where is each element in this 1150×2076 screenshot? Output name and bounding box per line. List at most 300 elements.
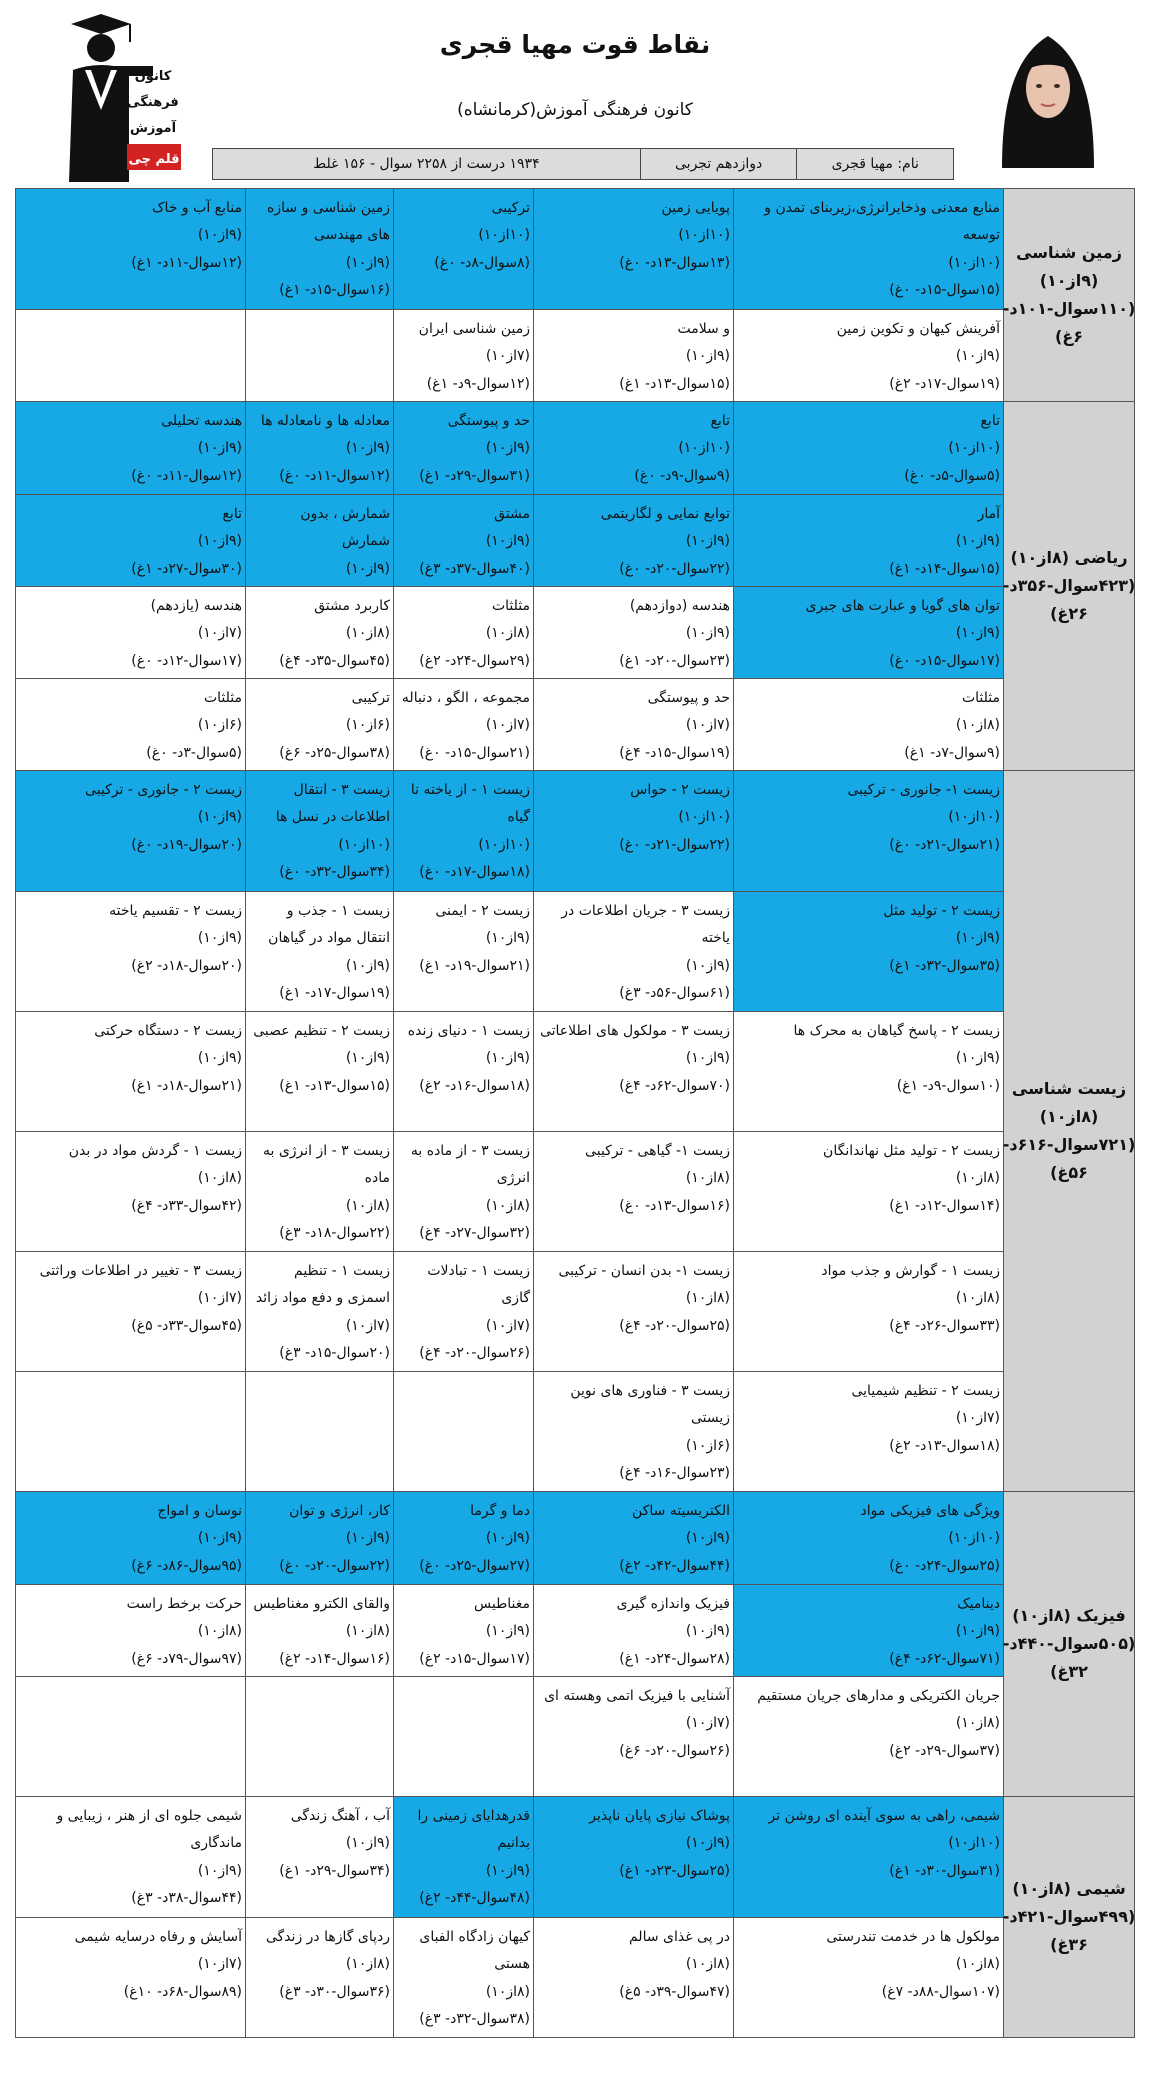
topic-cell (393, 1492, 533, 1584)
topic-name: زیست ۲ - ایمنی (435, 903, 530, 919)
topic-cell (15, 1012, 245, 1131)
topic-cell (245, 587, 393, 678)
topic-cell (15, 1918, 245, 2037)
topic-stat: (۳۱سوال-۳۰د- ۱غ) (889, 1862, 1000, 1879)
topic-cell (393, 1585, 533, 1676)
topic-name: زیست ۲ - دستگاه حرکتی (94, 1023, 242, 1039)
subject-summary: شیمی (۸از۱۰) (۴۹۹سوال-۴۲۱د- ۳۶غ) (1003, 1797, 1135, 2037)
table-row (15, 1011, 1003, 1131)
topic-cell (15, 892, 245, 1011)
topic-name: ترکیبی (491, 200, 530, 216)
topic-cell (245, 1677, 393, 1796)
topic-name: حرکت برخط راست (126, 1596, 242, 1612)
topic-stat: (۲۳سوال-۱۶د- ۴غ) (619, 1464, 730, 1481)
topic-name: نوسان و امواج (157, 1503, 242, 1519)
topic-cell (245, 1252, 393, 1371)
topic-cell (245, 1132, 393, 1251)
topic-cell (533, 1492, 733, 1584)
topic-name: منابع آب و خاک (152, 200, 242, 216)
topic-stat: (۱۸سوال-۱۳د- ۲غ) (889, 1437, 1000, 1454)
topic-score: (۹از۱۰) (955, 930, 1000, 947)
topic-stat: (۲۵سوال-۲۰د- ۴غ) (619, 1317, 730, 1334)
topic-score: (۸از۱۰) (685, 1170, 730, 1187)
topic-cell (533, 1132, 733, 1251)
topic-score: (۹از۱۰) (485, 930, 530, 947)
student-photo (992, 18, 1104, 168)
topic-name: مغناطیس (474, 1596, 530, 1612)
topic-score: (۹از۱۰) (685, 1623, 730, 1640)
topic-stat: (۱۶سوال-۱۴د- ۲غ) (279, 1650, 390, 1667)
subject-section (15, 402, 1135, 771)
topic-stat: (۲۵سوال-۲۳د- ۱غ) (619, 1862, 730, 1879)
topic-name: شمارش ، بدون شمارش (300, 506, 390, 550)
topic-cell (15, 1677, 245, 1796)
topic-cell (533, 1372, 733, 1491)
topic-stat: (۱۴سوال-۱۲د- ۱غ) (889, 1197, 1000, 1214)
topic-name: والقای الکترو مغناطیس (253, 1596, 390, 1612)
topic-name: زیست ۱- بدن انسان - ترکیبی (558, 1263, 730, 1279)
topic-cell (393, 892, 533, 1011)
topic-score: (۹از۱۰) (485, 440, 530, 457)
topic-score: (۶از۱۰) (345, 717, 390, 734)
topic-name: مشتق (494, 506, 530, 522)
topic-stat: (۱۳سوال-۱۳د- ۰غ) (619, 254, 730, 271)
topic-stat: (۲۲سوال-۱۸د- ۳غ) (279, 1224, 390, 1241)
table-row (15, 586, 1003, 678)
topic-name: دما و گرما (470, 1503, 530, 1519)
topic-name: مثلثات (491, 598, 530, 614)
topic-stat: (۱۷سوال-۱۲د- ۰غ) (131, 652, 242, 669)
topic-cell (393, 1132, 533, 1251)
topic-stat: (۴۷سوال-۳۹د- ۵غ) (619, 1983, 730, 2000)
topic-cell (393, 1372, 533, 1491)
topic-stat: (۲۹سوال-۲۴د- ۲غ) (419, 652, 530, 669)
topic-score: (۹از۱۰) (197, 1050, 242, 1067)
topic-stat: (۱۲سوال-۱۱د- ۰غ) (279, 467, 390, 484)
topic-stat: (۱۹سوال-۱۵د- ۴غ) (619, 744, 730, 761)
topic-score: (۹از۱۰) (345, 1530, 390, 1547)
topic-cell (245, 1012, 393, 1131)
topic-stat: (۷۱سوال-۶۲د- ۴غ) (889, 1650, 1000, 1667)
topic-score: (۹از۱۰) (955, 348, 1000, 365)
topic-score: (۹از۱۰) (345, 1835, 390, 1852)
topic-name: زیست ۳ - مولکول های اطلاعاتی (539, 1023, 730, 1039)
topic-cell (533, 679, 733, 770)
topic-score: (۸از۱۰) (685, 1290, 730, 1307)
topic-name: قدرهدایای زمینی را بدانیم (417, 1808, 530, 1852)
topic-score: (۸از۱۰) (345, 1956, 390, 1973)
topic-name: حد و پیوستگی (447, 413, 530, 429)
topic-stat: (۲۱سوال-۲۱د- ۰غ) (889, 836, 1000, 853)
topic-score: (۷از۱۰) (685, 1715, 730, 1732)
topic-cell (245, 310, 393, 401)
topic-cell (15, 310, 245, 401)
subject-section (15, 1797, 1135, 2038)
topic-name: زیست ۱ - تنظیم اسمزی و دفع مواد زائد (255, 1263, 390, 1307)
topic-cell (733, 1132, 1003, 1251)
topic-cell (533, 1585, 733, 1676)
topic-name: زیست ۳ - جریان اطلاعات در یاخته (561, 903, 730, 947)
topic-cell (533, 1918, 733, 2037)
institute-name: کانون فرهنگی آموزش(کرمانشاه) (457, 100, 693, 120)
topic-score: (۸از۱۰) (955, 717, 1000, 734)
topic-name: هندسه تحلیلی (161, 413, 242, 429)
topic-name: منابع معدنی وذخایرانرژی،زیربنای تمدن و توسعه (764, 200, 1000, 244)
topic-cell (15, 771, 245, 891)
topic-cell (733, 310, 1003, 401)
topic-cell (733, 892, 1003, 1011)
topic-score: (۹از۱۰) (955, 625, 1000, 642)
table-row (15, 771, 1003, 891)
topic-score: (۷از۱۰) (955, 1410, 1000, 1427)
topic-cell (393, 1797, 533, 1917)
topic-name: زیست ۳ - انتقال اطلاعات در نسل ها (275, 782, 390, 826)
topic-cell (393, 495, 533, 586)
topic-cell (245, 1797, 393, 1917)
topic-score: (۹از۱۰) (485, 1050, 530, 1067)
topic-cell (393, 1252, 533, 1371)
topic-cell (15, 402, 245, 494)
overall-stats: ۱۹۳۴ درست از ۲۲۵۸ سوال - ۱۵۶ غلط (313, 156, 540, 172)
topic-stat: (۲۱سوال-۱۸د- ۱غ) (131, 1077, 242, 1094)
table-row (15, 1584, 1003, 1676)
topic-name: تابع (710, 413, 730, 429)
topic-cell (393, 189, 533, 309)
topic-cell (15, 1372, 245, 1491)
topic-name: توان های گویا و عبارت های جبری (805, 598, 1000, 614)
table-row (15, 1251, 1003, 1371)
topic-score: (۸از۱۰) (345, 1623, 390, 1640)
topic-stat: (۴۰سوال-۳۷د- ۳غ) (419, 560, 530, 577)
topic-cell (733, 771, 1003, 891)
topic-name: زیست ۱- جانوری - ترکیبی (847, 782, 1000, 798)
topic-stat: (۴۸سوال-۴۴د- ۲غ) (419, 1889, 530, 1906)
topic-stat: (۱۰سوال-۹د- ۱غ) (896, 1077, 1000, 1094)
topic-stat: (۱۵سوال-۱۳د- ۱غ) (279, 1077, 390, 1094)
topic-cell (245, 1918, 393, 2037)
topic-name: زیست ۱ - گردش مواد در بدن (68, 1143, 242, 1159)
table-row (15, 494, 1003, 586)
topic-score: (۹از۱۰) (197, 930, 242, 947)
topic-stat: (۱۵سوال-۱۳د- ۱غ) (619, 375, 730, 392)
topic-cell (245, 402, 393, 494)
topic-score: (۹از۱۰) (685, 625, 730, 642)
topic-score: (۶از۱۰) (685, 1437, 730, 1454)
topic-name: زیست ۱- گیاهی - ترکیبی (585, 1143, 730, 1159)
topic-stat: (۷۰سوال-۶۲د- ۴غ) (619, 1077, 730, 1094)
topic-stat: (۳۱سوال-۲۹د- ۱غ) (419, 467, 530, 484)
topic-score: (۷از۱۰) (345, 1317, 390, 1334)
topic-stat: (۱۶سوال-۱۵د- ۱غ) (279, 281, 390, 298)
topic-stat: (۱۵سوال-۱۵د- ۰غ) (889, 281, 1000, 298)
topic-cell (733, 1492, 1003, 1584)
topic-score: (۷از۱۰) (197, 1290, 242, 1307)
topic-score: (۷از۱۰) (485, 348, 530, 365)
topic-score: (۹از۱۰) (197, 440, 242, 457)
topic-score: (۹از۱۰) (685, 1050, 730, 1067)
topic-name: هندسه (دوازدهم) (629, 598, 730, 614)
topic-cell (245, 1492, 393, 1584)
topic-cell (533, 1012, 733, 1131)
topic-name: آسایش و رفاه درسایه شیمی (74, 1929, 242, 1945)
topic-score: (۸از۱۰) (955, 1956, 1000, 1973)
topic-cell (393, 1677, 533, 1796)
table-row (15, 1917, 1003, 2037)
topic-name: و سلامت (677, 321, 730, 337)
topic-name: زیست ۱ - از یاخته تا گیاه (410, 782, 530, 826)
topic-cell (393, 1012, 533, 1131)
topic-cell (533, 771, 733, 891)
student-info-bar (212, 148, 954, 180)
topic-cell (245, 771, 393, 891)
topic-score: (۷از۱۰) (197, 625, 242, 642)
page-title: نقاط قوت مهیا قجری (439, 30, 711, 59)
topic-cell (15, 1585, 245, 1676)
topic-cell (393, 402, 533, 494)
topic-stat: (۱۲سوال-۱۱د- ۱غ) (131, 254, 242, 271)
table-row (15, 309, 1003, 401)
topic-stat: (۲۶سوال-۲۰د- ۶غ) (619, 1742, 730, 1759)
topic-cell (733, 189, 1003, 309)
topic-score: (۹از۱۰) (345, 560, 390, 577)
table-row (15, 1797, 1003, 1917)
topic-score: (۸از۱۰) (197, 1170, 242, 1187)
topic-name: شیمی، راهی به سوی آینده ای روشن تر (768, 1808, 1000, 1824)
table-row (15, 1492, 1003, 1584)
topic-name: دینامیک (957, 1596, 1000, 1612)
topic-name: زیست ۲ - جانوری - ترکیبی (85, 782, 242, 798)
topic-score: (۹از۱۰) (197, 533, 242, 550)
topic-stat: (۳۰سوال-۲۷د- ۱غ) (131, 560, 242, 577)
subject-section (15, 771, 1135, 1492)
topic-stat: (۱۹سوال-۱۷د- ۲غ) (889, 375, 1000, 392)
table-row (15, 189, 1003, 309)
table-row (15, 678, 1003, 770)
subject-summary: زمین شناسی (۹از۱۰) (۱۱۰سوال-۱۰۱د- ۶غ) (1003, 189, 1135, 401)
topic-score: (۱۰از۱۰) (948, 809, 1000, 826)
topic-stat: (۴۵سوال-۳۵د- ۴غ) (279, 652, 390, 669)
topic-name: آمار (977, 506, 1000, 522)
topic-stat: (۹سوال-۹د- ۰غ) (634, 467, 730, 484)
topic-cell (733, 495, 1003, 586)
topic-name: زمین شناسی و سازه های مهندسی (267, 200, 390, 244)
topic-cell (733, 402, 1003, 494)
topic-name: در پی غذای سالم (628, 1929, 730, 1945)
topic-stat: (۱۸سوال-۱۶د- ۲غ) (419, 1077, 530, 1094)
topic-score: (۱۰از۱۰) (948, 1530, 1000, 1547)
topic-score: (۸از۱۰) (485, 625, 530, 642)
topic-score: (۱۰از۱۰) (948, 254, 1000, 271)
topic-score: (۹از۱۰) (197, 1862, 242, 1879)
topic-score: (۱۰از۱۰) (678, 809, 730, 826)
topic-score: (۹از۱۰) (955, 533, 1000, 550)
topic-name: زیست ۱ - دنیای زنده (407, 1023, 530, 1039)
topic-score: (۹از۱۰) (485, 1530, 530, 1547)
topic-name: زیست ۲ - پاسخ گیاهان به محرک ها (793, 1023, 1000, 1039)
student-grade: دوازدهم تجربی (640, 149, 797, 179)
topic-cell (733, 679, 1003, 770)
topic-score: (۸از۱۰) (485, 1983, 530, 2000)
topic-cell (733, 587, 1003, 678)
topic-score: (۸از۱۰) (685, 1956, 730, 1973)
topic-stat: (۳۲سوال-۲۷د- ۴غ) (419, 1224, 530, 1241)
student-name: نام: مهیا قجری (796, 149, 953, 179)
topic-score: (۹از۱۰) (685, 533, 730, 550)
topic-cell (245, 892, 393, 1011)
topic-name: کیهان زادگاه الفبای هستی (419, 1929, 530, 1973)
topic-stat: (۲۲سوال-۲۰د- ۰غ) (279, 1557, 390, 1574)
topic-cell (533, 495, 733, 586)
topic-cell (15, 189, 245, 309)
topic-name: زیست ۲ - تولید مثل (883, 903, 1000, 919)
topic-name: فیزیک واندازه گیری (616, 1596, 730, 1612)
topic-score: (۹از۱۰) (345, 1050, 390, 1067)
topic-name: زمین شناسی ایران (418, 321, 530, 337)
topic-name: زیست ۱ - گوارش و جذب مواد (821, 1263, 1000, 1279)
subject-section (15, 1492, 1135, 1797)
table-row (15, 1131, 1003, 1251)
topic-stat: (۲۵سوال-۲۴د- ۰غ) (889, 1557, 1000, 1574)
topic-name: جریان الکتریکی و مدارهای جریان مستقیم (757, 1688, 1000, 1704)
topic-cell (533, 189, 733, 309)
topic-stat: (۲۰سوال-۱۹د- ۰غ) (131, 836, 242, 853)
topic-stat: (۴۴سوال-۳۸د- ۳غ) (131, 1889, 242, 1906)
topic-cell (15, 1252, 245, 1371)
topic-name: زیست ۲ - تنظیم عصبی (253, 1023, 390, 1039)
topic-cell (393, 310, 533, 401)
topic-cell (533, 1252, 733, 1371)
topic-name: مولکول ها در خدمت تندرستی (826, 1929, 1000, 1945)
svg-text:فرهنگی: فرهنگی (127, 95, 179, 110)
topic-score: (۸از۱۰) (345, 625, 390, 642)
topic-score: (۹از۱۰) (197, 1530, 242, 1547)
topic-name: مثلثات (203, 690, 242, 706)
subject-summary: ریاضی (۸از۱۰) (۴۲۳سوال-۳۵۶د- ۲۶غ) (1003, 402, 1135, 770)
topic-stat: (۳۸سوال-۲۵د- ۶غ) (279, 744, 390, 761)
topic-name: آشنایی با فیزیک اتمی وهسته ای (544, 1688, 730, 1704)
topic-name: معادله ها و نامعادله ها (260, 413, 390, 429)
topic-stat: (۹سوال-۷د- ۱غ) (904, 744, 1000, 761)
topic-cell (245, 1372, 393, 1491)
topic-score: (۹از۱۰) (485, 533, 530, 550)
topic-stat: (۳۷سوال-۲۹د- ۲غ) (889, 1742, 1000, 1759)
topic-cell (15, 495, 245, 586)
topic-name: هندسه (یازدهم) (150, 598, 242, 614)
topic-cell (245, 1585, 393, 1676)
topic-score: (۹از۱۰) (485, 1623, 530, 1640)
topic-name: زیست ۳ - از انرژی به ماده (262, 1143, 390, 1187)
topic-stat: (۱۹سوال-۱۷د- ۱غ) (279, 984, 390, 1001)
topic-score: (۷از۱۰) (685, 717, 730, 734)
topic-cell (15, 1797, 245, 1917)
topic-name: ترکیبی (351, 690, 390, 706)
topic-name: ردپای گازها در زندگی (265, 1929, 390, 1945)
topic-stat: (۳۸سوال-۳۲د- ۳غ) (419, 2010, 530, 2027)
topic-score: (۹از۱۰) (197, 809, 242, 826)
topic-stat: (۹۵سوال-۸۶د- ۶غ) (131, 1557, 242, 1574)
topic-stat: (۲۷سوال-۲۵د- ۰غ) (419, 1557, 530, 1574)
subject-section (15, 188, 1135, 402)
topic-score: (۱۰از۱۰) (678, 440, 730, 457)
topic-cell (533, 892, 733, 1011)
table-row (15, 1676, 1003, 1796)
topic-score: (۷از۱۰) (197, 1956, 242, 1973)
topic-stat: (۴۵سوال-۳۳د- ۵غ) (131, 1317, 242, 1334)
topic-name: مثلثات (961, 690, 1000, 706)
topic-name: زیست ۲ - تولید مثل نهاندانگان (823, 1143, 1000, 1159)
topic-stat: (۱۲سوال-۱۱د- ۰غ) (131, 467, 242, 484)
topic-score: (۹از۱۰) (685, 957, 730, 974)
topic-score: (۸از۱۰) (955, 1715, 1000, 1732)
topic-name: زیست ۳ - از ماده به انرژی (410, 1143, 530, 1187)
topic-stat: (۲۳سوال-۲۰د- ۱غ) (619, 652, 730, 669)
topic-cell (533, 402, 733, 494)
topic-cell (533, 1677, 733, 1796)
topic-score: (۶از۱۰) (197, 717, 242, 734)
topic-cell (245, 495, 393, 586)
topic-score: (۸از۱۰) (485, 1197, 530, 1214)
topic-cell (533, 587, 733, 678)
topic-stat: (۲۶سوال-۲۰د- ۴غ) (419, 1344, 530, 1361)
topic-cell (733, 1797, 1003, 1917)
topic-score: (۹از۱۰) (485, 1862, 530, 1879)
topic-stat: (۳۴سوال-۳۲د- ۰غ) (279, 863, 390, 880)
topic-name: توابع نمایی و لگاریتمی (600, 506, 730, 522)
topic-name: آفرینش کیهان و تکوین زمین (836, 321, 1000, 337)
topic-stat: (۲۰سوال-۱۵د- ۳غ) (279, 1344, 390, 1361)
topic-cell (733, 1372, 1003, 1491)
report-header (0, 0, 1150, 185)
subject-summary: زیست شناسی (۸از۱۰) (۷۲۱سوال-۶۱۶د- ۵۶غ) (1003, 771, 1135, 1491)
topic-stat: (۱۷سوال-۱۵د- ۰غ) (889, 652, 1000, 669)
topic-stat: (۱۵سوال-۱۴د- ۱غ) (889, 560, 1000, 577)
topic-name: زیست ۱ - جذب و انتقال مواد در گیاهان (268, 903, 390, 947)
topic-stat: (۳۶سوال-۳۰د- ۳غ) (279, 1983, 390, 2000)
topic-cell (245, 189, 393, 309)
topic-cell (15, 1132, 245, 1251)
topic-cell (393, 1918, 533, 2037)
topic-cell (393, 587, 533, 678)
topic-score: (۹از۱۰) (345, 254, 390, 271)
topic-score: (۱۰از۱۰) (948, 1835, 1000, 1852)
topic-score: (۸از۱۰) (955, 1290, 1000, 1307)
topic-stat: (۲۰سوال-۱۸د- ۲غ) (131, 957, 242, 974)
table-row (15, 891, 1003, 1011)
topic-score: (۹از۱۰) (345, 957, 390, 974)
topic-stat: (۳۳سوال-۲۶د- ۴غ) (889, 1317, 1000, 1334)
svg-text:کانون: کانون (134, 69, 172, 84)
topic-score: (۱۰از۱۰) (478, 227, 530, 244)
topic-cell (733, 1918, 1003, 2037)
topic-cell (533, 1797, 733, 1917)
topic-score: (۸از۱۰) (197, 1623, 242, 1640)
topic-cell (15, 587, 245, 678)
topic-stat: (۳۴سوال-۲۹د- ۱غ) (279, 1862, 390, 1879)
topic-score: (۸از۱۰) (345, 1197, 390, 1214)
topic-name: آب ، آهنگ زندگی (290, 1808, 390, 1824)
topic-cell (733, 1252, 1003, 1371)
topic-score: (۹از۱۰) (955, 1623, 1000, 1640)
topic-cell (15, 1492, 245, 1584)
topic-name: تابع (222, 506, 242, 522)
topic-stat: (۱۲سوال-۹د- ۱غ) (426, 375, 530, 392)
topic-name: شیمی جلوه ای از هنر ، زیبایی و ماندگاری (56, 1808, 242, 1852)
topic-stat: (۴۲سوال-۳۳د- ۴غ) (131, 1197, 242, 1214)
table-row (15, 1371, 1003, 1491)
topic-name: الکتریسیته ساکن (632, 1503, 730, 1519)
topic-cell (733, 1585, 1003, 1676)
topic-name: زیست ۲ - تقسیم یاخته (109, 903, 242, 919)
